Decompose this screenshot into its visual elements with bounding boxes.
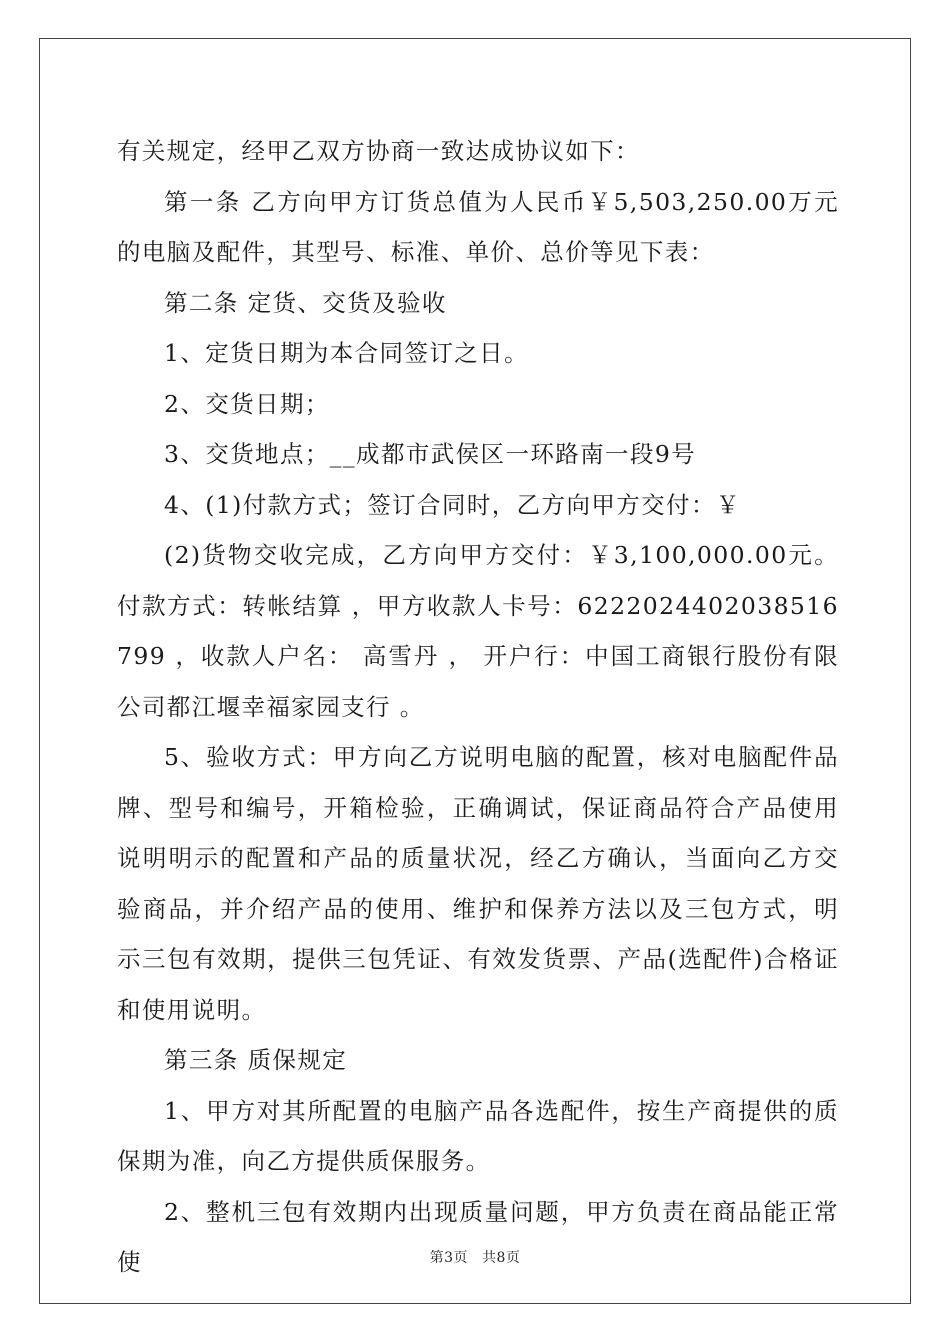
paragraph: 1、定货日期为本合同签订之日。 [164,339,529,367]
paragraph: (2)货物交收完成，乙方向甲方交付：￥3,100,000.00元。付款方式：转帐结算 ，甲方收款人卡号：6222024402038516799 ，收款人户名： 高雪丹 ， 开户行：中国工商银行股份有限公司都江堰幸福家园支行 。 [117,541,839,721]
document-body [117,126,839,1288]
paragraph: 5、验收方式：甲方向乙方说明电脑的配置，核对电脑配件品牌、型号和编号，开箱检验，正确调试，保证商品符合产品使用说明明示的配置和产品的质量状况，经乙方确认，当面向乙方交验商品，并介绍产品的使用、维护和保养方法以及三包方式，明示三包有效期，提供三包凭证、有效发货票、产品(选配件)合格证和使用说明。 [117,743,839,1024]
paragraph: 4、(1)付款方式；签订合同时，乙方向甲方交付：￥ [164,490,741,519]
paragraph: 1、甲方对其所配置的电脑产品各选配件，按生产商提供的质保期为准，向乙方提供质保服务。 [117,1096,839,1175]
paragraph: 有关规定，经甲乙双方协商一致达成协议如下： [117,137,640,165]
page-number: 第3页 [429,1250,468,1266]
paragraph: 2、整机三包有效期内出现质量问题，甲方负责在商品能正常使 [117,1197,839,1276]
paragraph: 第一条 乙方向甲方订货总值为人民币￥5,503,250.00万元的电脑及配件，其型号、标准、单价、总价等见下表： [117,187,839,266]
section-heading: 第三条 质保规定 [164,1046,348,1074]
paragraph: 2、交货日期； [164,389,330,418]
page-total: 共8页 [482,1250,521,1266]
paragraph: 3、交货地点；__成都市武侯区一环路南一段9号 [164,440,697,468]
section-heading: 第二条 定货、交货及验收 [164,288,447,317]
page-footer [0,1247,950,1267]
